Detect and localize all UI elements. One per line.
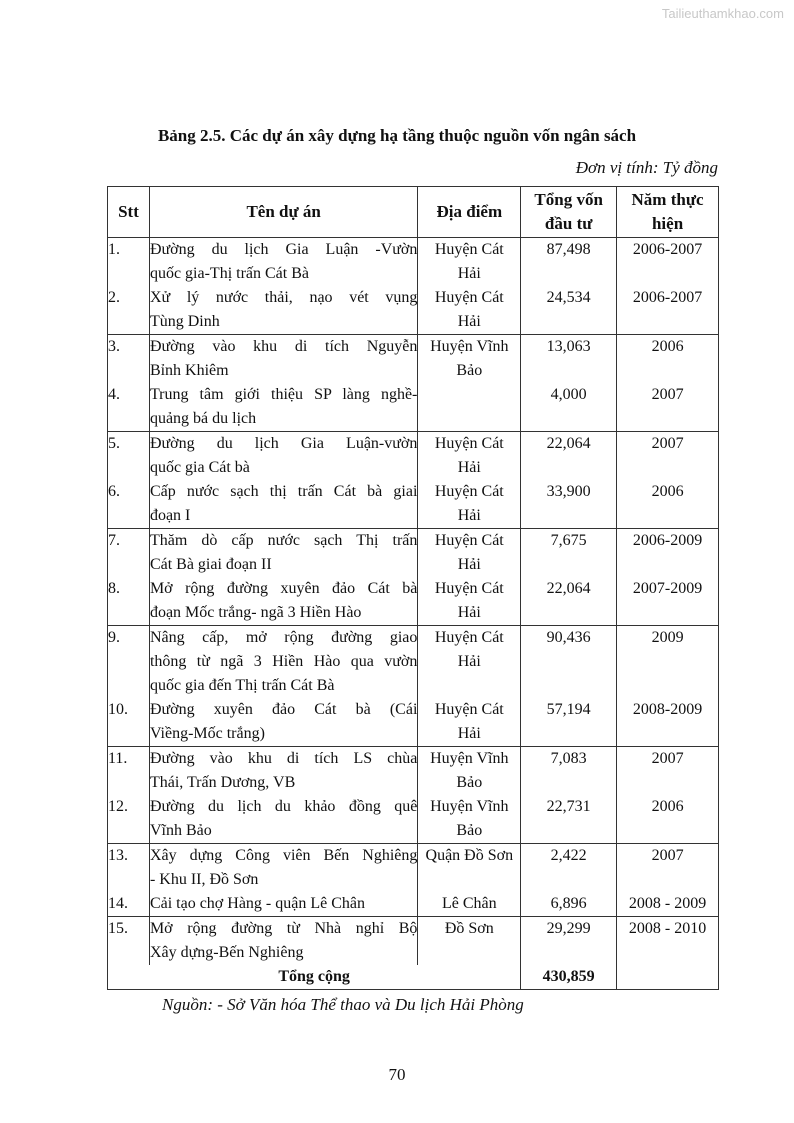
- location-line: Huyện Cát: [434, 532, 504, 549]
- project-name-line: đoạn I: [149, 507, 191, 524]
- project-name-line: Viềng-Mốc trắng): [149, 725, 265, 742]
- project-name-line: Trung tâm giới thiệu SP làng nghề-: [149, 386, 418, 403]
- row-location: [418, 917, 521, 966]
- row-project-name: [149, 917, 417, 966]
- unit-note: Đơn vị tính: Tỷ đồng: [575, 158, 718, 177]
- row-location: [418, 286, 521, 335]
- row-stt: 6.: [108, 480, 150, 529]
- project-name-line: Mở rộng đường từ Nhà nghỉ Bộ: [149, 920, 418, 937]
- row-capital: 24,534: [521, 286, 617, 335]
- project-name-line: Tùng Dinh: [149, 313, 220, 330]
- location-line: Huyện Cát: [434, 701, 504, 718]
- row-project-name: [149, 577, 417, 626]
- location-line: Hải: [457, 313, 481, 330]
- row-project-name: [149, 698, 417, 747]
- row-year: 2006-2007: [617, 238, 719, 287]
- row-stt: 2.: [108, 286, 150, 335]
- row-capital: 6,896: [521, 892, 617, 917]
- row-year: 2008-2009: [617, 698, 719, 747]
- row-stt: 5.: [108, 432, 150, 481]
- row-location: [418, 529, 521, 578]
- location-line: Hải: [457, 556, 481, 573]
- header-year: [617, 187, 719, 238]
- row-capital: 22,064: [521, 577, 617, 626]
- row-year: 2008 - 2010: [617, 917, 719, 966]
- project-name-line: Cấp nước sạch thị trấn Cát bà giai: [149, 483, 418, 500]
- location-line: Bảo: [456, 774, 483, 791]
- project-name-line: Đường du lịch du khảo đồng quê: [149, 798, 418, 815]
- row-project-name: [149, 383, 417, 432]
- row-stt: 8.: [108, 577, 150, 626]
- header-year-line: hiện: [651, 214, 684, 233]
- row-year: 2006-2007: [617, 286, 719, 335]
- page-number: 70: [388, 1065, 406, 1084]
- row-location: [418, 577, 521, 626]
- row-stt: 9.: [108, 626, 150, 699]
- row-year: 2006: [617, 795, 719, 844]
- row-project-name: [149, 747, 417, 796]
- row-year: 2006-2009: [617, 529, 719, 578]
- row-location: [418, 892, 521, 917]
- location-line: Huyện Vĩnh: [430, 750, 509, 767]
- row-stt: 1.: [108, 238, 150, 287]
- location-line: Hải: [457, 653, 481, 670]
- row-capital: 13,063: [521, 335, 617, 384]
- row-project-name: [149, 480, 417, 529]
- project-name-line: Thăm dò cấp nước sạch Thị trấn: [149, 532, 418, 549]
- project-name-line: Cát Bà giai đoạn II: [149, 556, 272, 573]
- row-year: 2006: [617, 480, 719, 529]
- location-line: Huyện Cát: [434, 483, 504, 500]
- table-row: [108, 844, 719, 893]
- table-title: Bảng 2.5. Các dự án xây dựng hạ tầng thuộc nguồn vốn ngân sách: [157, 126, 637, 145]
- project-name-line: Đường vào khu di tích Nguyễn: [149, 338, 418, 355]
- table-row: [108, 286, 719, 335]
- row-stt: 11.: [108, 747, 150, 796]
- row-stt: 4.: [108, 383, 150, 432]
- row-stt: 13.: [108, 844, 150, 893]
- table-row: [108, 795, 719, 844]
- row-stt: 7.: [108, 529, 150, 578]
- table-row: [108, 626, 719, 699]
- project-name-line: Mở rộng đường xuyên đảo Cát bà: [149, 580, 418, 597]
- location-line: Quận Đồ Sơn: [425, 847, 514, 864]
- header-capital-line: đầu tư: [544, 214, 593, 233]
- total-year-empty: [617, 965, 719, 990]
- table-row: [108, 529, 719, 578]
- row-year: 2006: [617, 335, 719, 384]
- total-label: Tổng cộng: [108, 965, 521, 990]
- project-name-line: thông từ ngã 3 Hiền Hào qua vườn: [149, 653, 418, 670]
- project-name-line: quốc gia đến Thị trấn Cát Bà: [149, 677, 335, 694]
- project-name-line: - Khu II, Đồ Sơn: [149, 871, 259, 888]
- header-location: Địa điểm: [418, 187, 521, 238]
- row-year: 2007: [617, 844, 719, 893]
- row-project-name: [149, 795, 417, 844]
- row-year: 2008 - 2009: [617, 892, 719, 917]
- row-year: 2007: [617, 432, 719, 481]
- table-row: [108, 480, 719, 529]
- table-row: [108, 747, 719, 796]
- row-stt: 14.: [108, 892, 150, 917]
- row-location: [418, 383, 521, 432]
- location-line: Huyện Vĩnh: [430, 338, 509, 355]
- row-capital: 90,436: [521, 626, 617, 699]
- project-name-line: đoạn Mốc trắng- ngã 3 Hiền Hào: [149, 604, 362, 621]
- table-row: [108, 892, 719, 917]
- table-row: [108, 698, 719, 747]
- row-capital: 57,194: [521, 698, 617, 747]
- row-project-name: [149, 892, 417, 917]
- row-year: 2007: [617, 383, 719, 432]
- location-line: Huyện Cát: [434, 435, 504, 452]
- table-header-row: [108, 187, 719, 238]
- row-capital: 7,675: [521, 529, 617, 578]
- watermark: Tailieuthamkhao.com: [661, 6, 784, 21]
- row-capital: 7,083: [521, 747, 617, 796]
- project-name-line: quốc gia Cát bà: [149, 459, 250, 476]
- project-name-line: Đường vào khu di tích LS chùa: [149, 750, 418, 767]
- row-project-name: [149, 626, 417, 699]
- location-line: Hải: [457, 265, 481, 282]
- row-location: [418, 432, 521, 481]
- location-line: Bảo: [456, 822, 483, 839]
- location-line: Huyện Cát: [434, 629, 504, 646]
- table-row: [108, 917, 719, 966]
- row-stt: 15.: [108, 917, 150, 966]
- row-project-name: [149, 529, 417, 578]
- row-stt: 10.: [108, 698, 150, 747]
- row-project-name: [149, 286, 417, 335]
- table-body: [108, 238, 719, 990]
- total-value: 430,859: [521, 965, 617, 990]
- header-name: Tên dự án: [149, 187, 417, 238]
- row-capital: 33,900: [521, 480, 617, 529]
- location-line: Huyện Vĩnh: [430, 798, 509, 815]
- row-location: [418, 335, 521, 384]
- row-location: [418, 698, 521, 747]
- location-line: Hải: [457, 604, 481, 621]
- row-location: [418, 626, 521, 699]
- location-line: Bảo: [456, 362, 483, 379]
- row-project-name: [149, 844, 417, 893]
- row-location: [418, 238, 521, 287]
- table-row: [108, 383, 719, 432]
- location-line: Huyện Cát: [434, 580, 504, 597]
- projects-table: [107, 186, 719, 990]
- location-line: Huyện Cát: [434, 289, 504, 306]
- project-name-line: quảng bá du lịch: [149, 410, 257, 427]
- table-row: [108, 335, 719, 384]
- project-name-line: Xử lý nước thải, nạo vét vụng: [149, 289, 418, 306]
- row-capital: 22,731: [521, 795, 617, 844]
- table-row: [108, 432, 719, 481]
- row-capital: 22,064: [521, 432, 617, 481]
- project-name-line: Đường xuyên đảo Cát bà (Cái: [149, 701, 418, 718]
- project-name-line: Thái, Trấn Dương, VB: [149, 774, 296, 791]
- location-line: Lê Chân: [441, 895, 497, 912]
- location-line: Hải: [457, 507, 481, 524]
- header-year-line: Năm thực: [631, 190, 704, 209]
- row-capital: 29,299: [521, 917, 617, 966]
- row-location: [418, 747, 521, 796]
- row-year: 2009: [617, 626, 719, 699]
- row-location: [418, 844, 521, 893]
- project-name-line: Xây dựng Công viên Bến Nghiêng: [149, 847, 418, 864]
- header-stt: Stt: [108, 187, 150, 238]
- table-row: [108, 577, 719, 626]
- project-name-line: Đường du lịch Gia Luận -Vườn: [149, 241, 418, 258]
- project-name-line: Bỉnh Khiêm: [149, 362, 229, 379]
- row-year: 2007-2009: [617, 577, 719, 626]
- location-line: Huyện Cát: [434, 241, 504, 258]
- project-name-line: Cải tạo chợ Hàng - quận Lê Chân: [149, 895, 365, 912]
- source-note: Nguồn: - Sở Văn hóa Thể thao và Du lịch Hải Phòng: [162, 995, 524, 1014]
- project-name-line: quốc gia-Thị trấn Cát Bà: [149, 265, 309, 282]
- row-project-name: [149, 432, 417, 481]
- row-project-name: [149, 238, 417, 287]
- row-project-name: [149, 335, 417, 384]
- header-capital-line: Tổng vốn: [534, 190, 603, 209]
- location-line: Đồ Sơn: [444, 920, 494, 937]
- row-stt: 12.: [108, 795, 150, 844]
- header-capital: [521, 187, 617, 238]
- row-location: [418, 795, 521, 844]
- location-line: Hải: [457, 459, 481, 476]
- table-row: [108, 238, 719, 287]
- row-year: 2007: [617, 747, 719, 796]
- project-name-line: Vĩnh Bảo: [149, 822, 212, 839]
- project-name-line: Nâng cấp, mở rộng đường giao: [149, 629, 418, 646]
- row-capital: 2,422: [521, 844, 617, 893]
- row-location: [418, 480, 521, 529]
- location-line: Hải: [457, 725, 481, 742]
- row-stt: 3.: [108, 335, 150, 384]
- row-capital: 4,000: [521, 383, 617, 432]
- total-row: [108, 965, 719, 990]
- project-name-line: Xây dựng-Bến Nghiêng: [149, 944, 304, 961]
- row-capital: 87,498: [521, 238, 617, 287]
- project-name-line: Đường du lịch Gia Luận-vườn: [149, 435, 418, 452]
